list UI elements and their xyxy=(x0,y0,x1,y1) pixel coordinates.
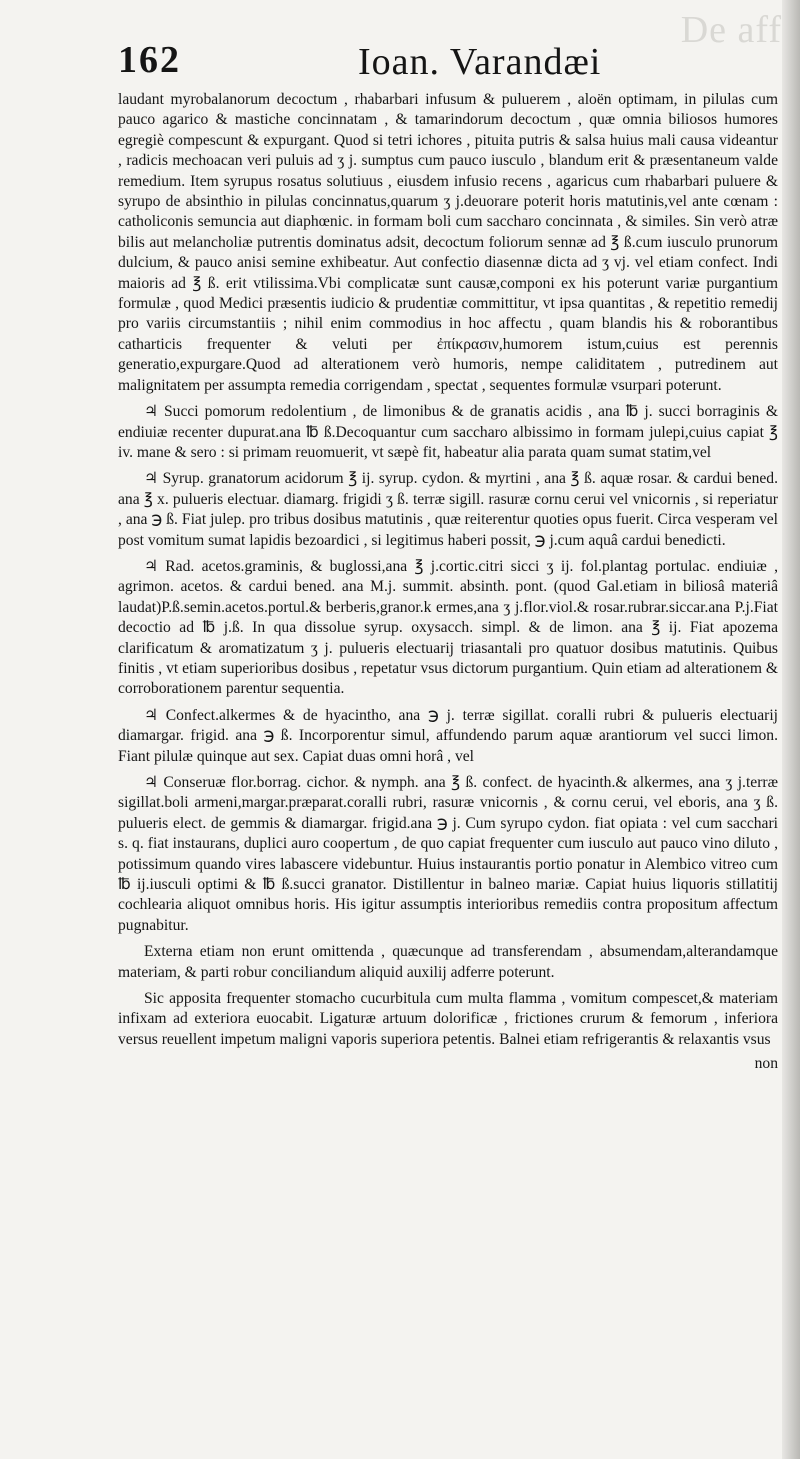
page-gutter-shadow xyxy=(782,0,800,1459)
recipe-symbol: ♃ xyxy=(144,706,158,724)
paragraph-indented xyxy=(118,989,778,1050)
paragraph-text: Externa etiam non erunt omittenda , quæcunque ad transferendam , absumendam,alterandamque materiam, & parti robur conciliandum aliquid auxilij adferre poterunt. xyxy=(118,943,778,981)
running-title: Ioan. Varandæi xyxy=(358,41,602,83)
paragraph-text: Syrup. granatorum acidorum ℥ ij. syrup. cydon. & myrtini , ana ℥ ß. aquæ rosar. & cardui bened. ana ℥ x. pulueris electuar. diamarg. frigidi ʒ ß. terræ sigill. rasuræ cornu cerui vel vnicornis , si reperiatur , ana ℈ ß. Fiat julep. pro tribus dosibus matutinis , quæ reiterentur quoties opus fuerit. Circa vesperam vel post vomitum sumat lapidis bezoardici , si legitimus haberi possit, ℈ j.cum aquâ cardui benedicti. xyxy=(118,470,778,549)
catchword-line xyxy=(118,1054,778,1074)
paragraph-text: Rad. acetos.graminis, & buglossi,ana ℥ j.cortic.citri sicci ʒ ij. fol.plantag portulac. endiuiæ , agrimon. acetos. & cardui bened. ana M.j. summit. absinth. pont. (quod Gal.etiam in biliosâ materiâ laudat)P.ß.semin.acetos.portul.& berberis,granor.k ermes,ana ʒ j.flor.viol.& rosar.rubrar.siccar.ana P.j.Fiat decoctio ad ℔ j.ß. In qua dissolue syrup. oxysacch. simpl. & de limon. ana ℥ ij. Fiat apozema clarificatum & aromatizatum ʒ j. pulueris electuarij triasantali pro quatuor dosibus matutinis. Quibus finitis , vt etiam superioribus dosibus , repetatur vsus dictorum purgantium. Quin etiam ad alterationem & corroborationem parentur sequentia. xyxy=(118,557,778,698)
recipe-paragraph xyxy=(118,402,778,463)
paragraph-text: Succi pomorum redolentium , de limonibus & de granatis acidis , ana ℔ j. succi borraginis & endiuiæ recenter dupurat.ana ℔ ß.Decoquantur cum saccharo albissimo in formam julepi,cuius capiat ℥ iv. mane & sero : si primam reuomuerit, vt sæpè fit, habeatur alia parata quam sumat statim,vel xyxy=(118,403,778,461)
paragraph-text: Confect.alkermes & de hyacintho, ana ℈ j. terræ sigillat. coralli rubri & pulueris electuarij diamargar. frigid. ana ℈ ß. Incorporentur simul, affundendo parum aquæ arantiorum vel succi limon. Fiant pilulæ quinque aut sex. Capiat duas omni horâ , vel xyxy=(118,706,778,765)
recipe-symbol: ♃ xyxy=(144,403,158,421)
page-number: 162 xyxy=(118,39,181,81)
recipe-symbol: ♃ xyxy=(144,557,158,575)
recipe-paragraph xyxy=(118,706,778,767)
recipe-paragraph xyxy=(118,557,778,700)
body-text xyxy=(118,90,778,1075)
paragraph-text: laudant myrobalanorum decoctum , rhabarbari infusum & puluerem , aloën optimam, in pilulas cum pauco agarico & mastiche concinnatam , & tamarindorum decoctum , quæ omnia biliosos humores egregiè compescunt & expurgant. Quod si tetri ichores , pituita putris & salsa huius mali causa videantur , radicis mechoacan veri puluis ad ʒ j. sumptus cum pauco iusculo , blandum erit & præsentaneum valde remedium. Item syrupus rosatus solutiuus , eiusdem infusio recens , agaricus cum rhabarbari puluere & syrupo de absinthio in pilulas concinnatus,quarum ʒ j.deuorare poterit horis matutinis,vel ante cœnam : catholiconis semuncia aut diaphœnic. in formam boli cum saccharo concinnata , & similes. Sin verò atræ bilis aut melancholiæ putrentis dominatus adsit, decoctum foliorum sennæ ad ℥ ß.cum iusculo prunorum dulcium, & pauco anisi semine exhibeatur. Aut confectio diasennæ dicta ad ʒ vj. vel etiam confect. Indi maioris ad ℥ ß. erit vtilissima.Vbi complicatæ sunt causæ,componi ex his poterunt variæ purgantium formulæ , quod Medici præsentis iudicio & prudentiæ committitur, vt ipsa quantitas , & repetitio remedij pro variis circumstantiis ; nihil enim commodius in hoc affectu , quam blandis his & roborantibus catharticis frequenter & veluti per ἐπίκρασιν,humorem istum,cuius est perennis generatio,expurgare.Quod ad alterationem verò humoris, nempe caliditatem , putredinem aut malignitatem per assumpta remedia corrigendam , spectat , sequentes formulæ vsurpari poterunt. xyxy=(118,91,778,394)
paragraph-continuation xyxy=(118,90,778,396)
page-header xyxy=(118,0,778,90)
recipe-symbol: ♃ xyxy=(144,774,158,791)
catchword: non xyxy=(754,1055,778,1073)
bleed-through-text: De aff xyxy=(680,9,782,51)
paragraph-indented xyxy=(118,942,778,983)
recipe-symbol: ♃ xyxy=(144,470,158,488)
paragraph-text: Sic apposita frequenter stomacho cucurbitula cum multa flamma , vomitum compescet,& materiam infixam ad exteriora euocabit. Ligaturæ artuum dolorificæ , frictiones crurum & femorum , inferiora versus reuellent impetum maligni vaporis superiora petentis. Balnei etiam refrigerantis & relaxantis vsus xyxy=(118,990,778,1048)
recipe-paragraph xyxy=(118,773,778,936)
paragraph-text: Conseruæ flor.borrag. cichor. & nymph. ana ℥ ß. confect. de hyacinth.& alkermes, ana ʒ j.terræ sigillat.boli armeni,margar.præparat.coralli rubri, rasuræ vnicornis , & cornu cerui, vel eboris, ana ʒ ß. pulueris elect. de gemmis & diamargar. frigid.ana ℈ j. Cum syrupo cydon. fiat opiata : vel cum sacchari s. q. fiat instaurans, duplici auro coopertum , de quo capiat frequenter cum iusculo aut pauco vino diluto , potissimum quando vires labascere videbuntur. Huius instaurantis portio ponatur in Alembico vitreo cum ℔ ij.iusculi optimi & ℔ ß.succi granator. Distillentur in balneo mariæ. Capiat huius liquoris stillatitij cochlearia aliquot omnibus horis. His igitur assumptis interioribus remediis contra propositum affectum pugnabitur. xyxy=(118,774,778,934)
recipe-paragraph xyxy=(118,469,778,551)
